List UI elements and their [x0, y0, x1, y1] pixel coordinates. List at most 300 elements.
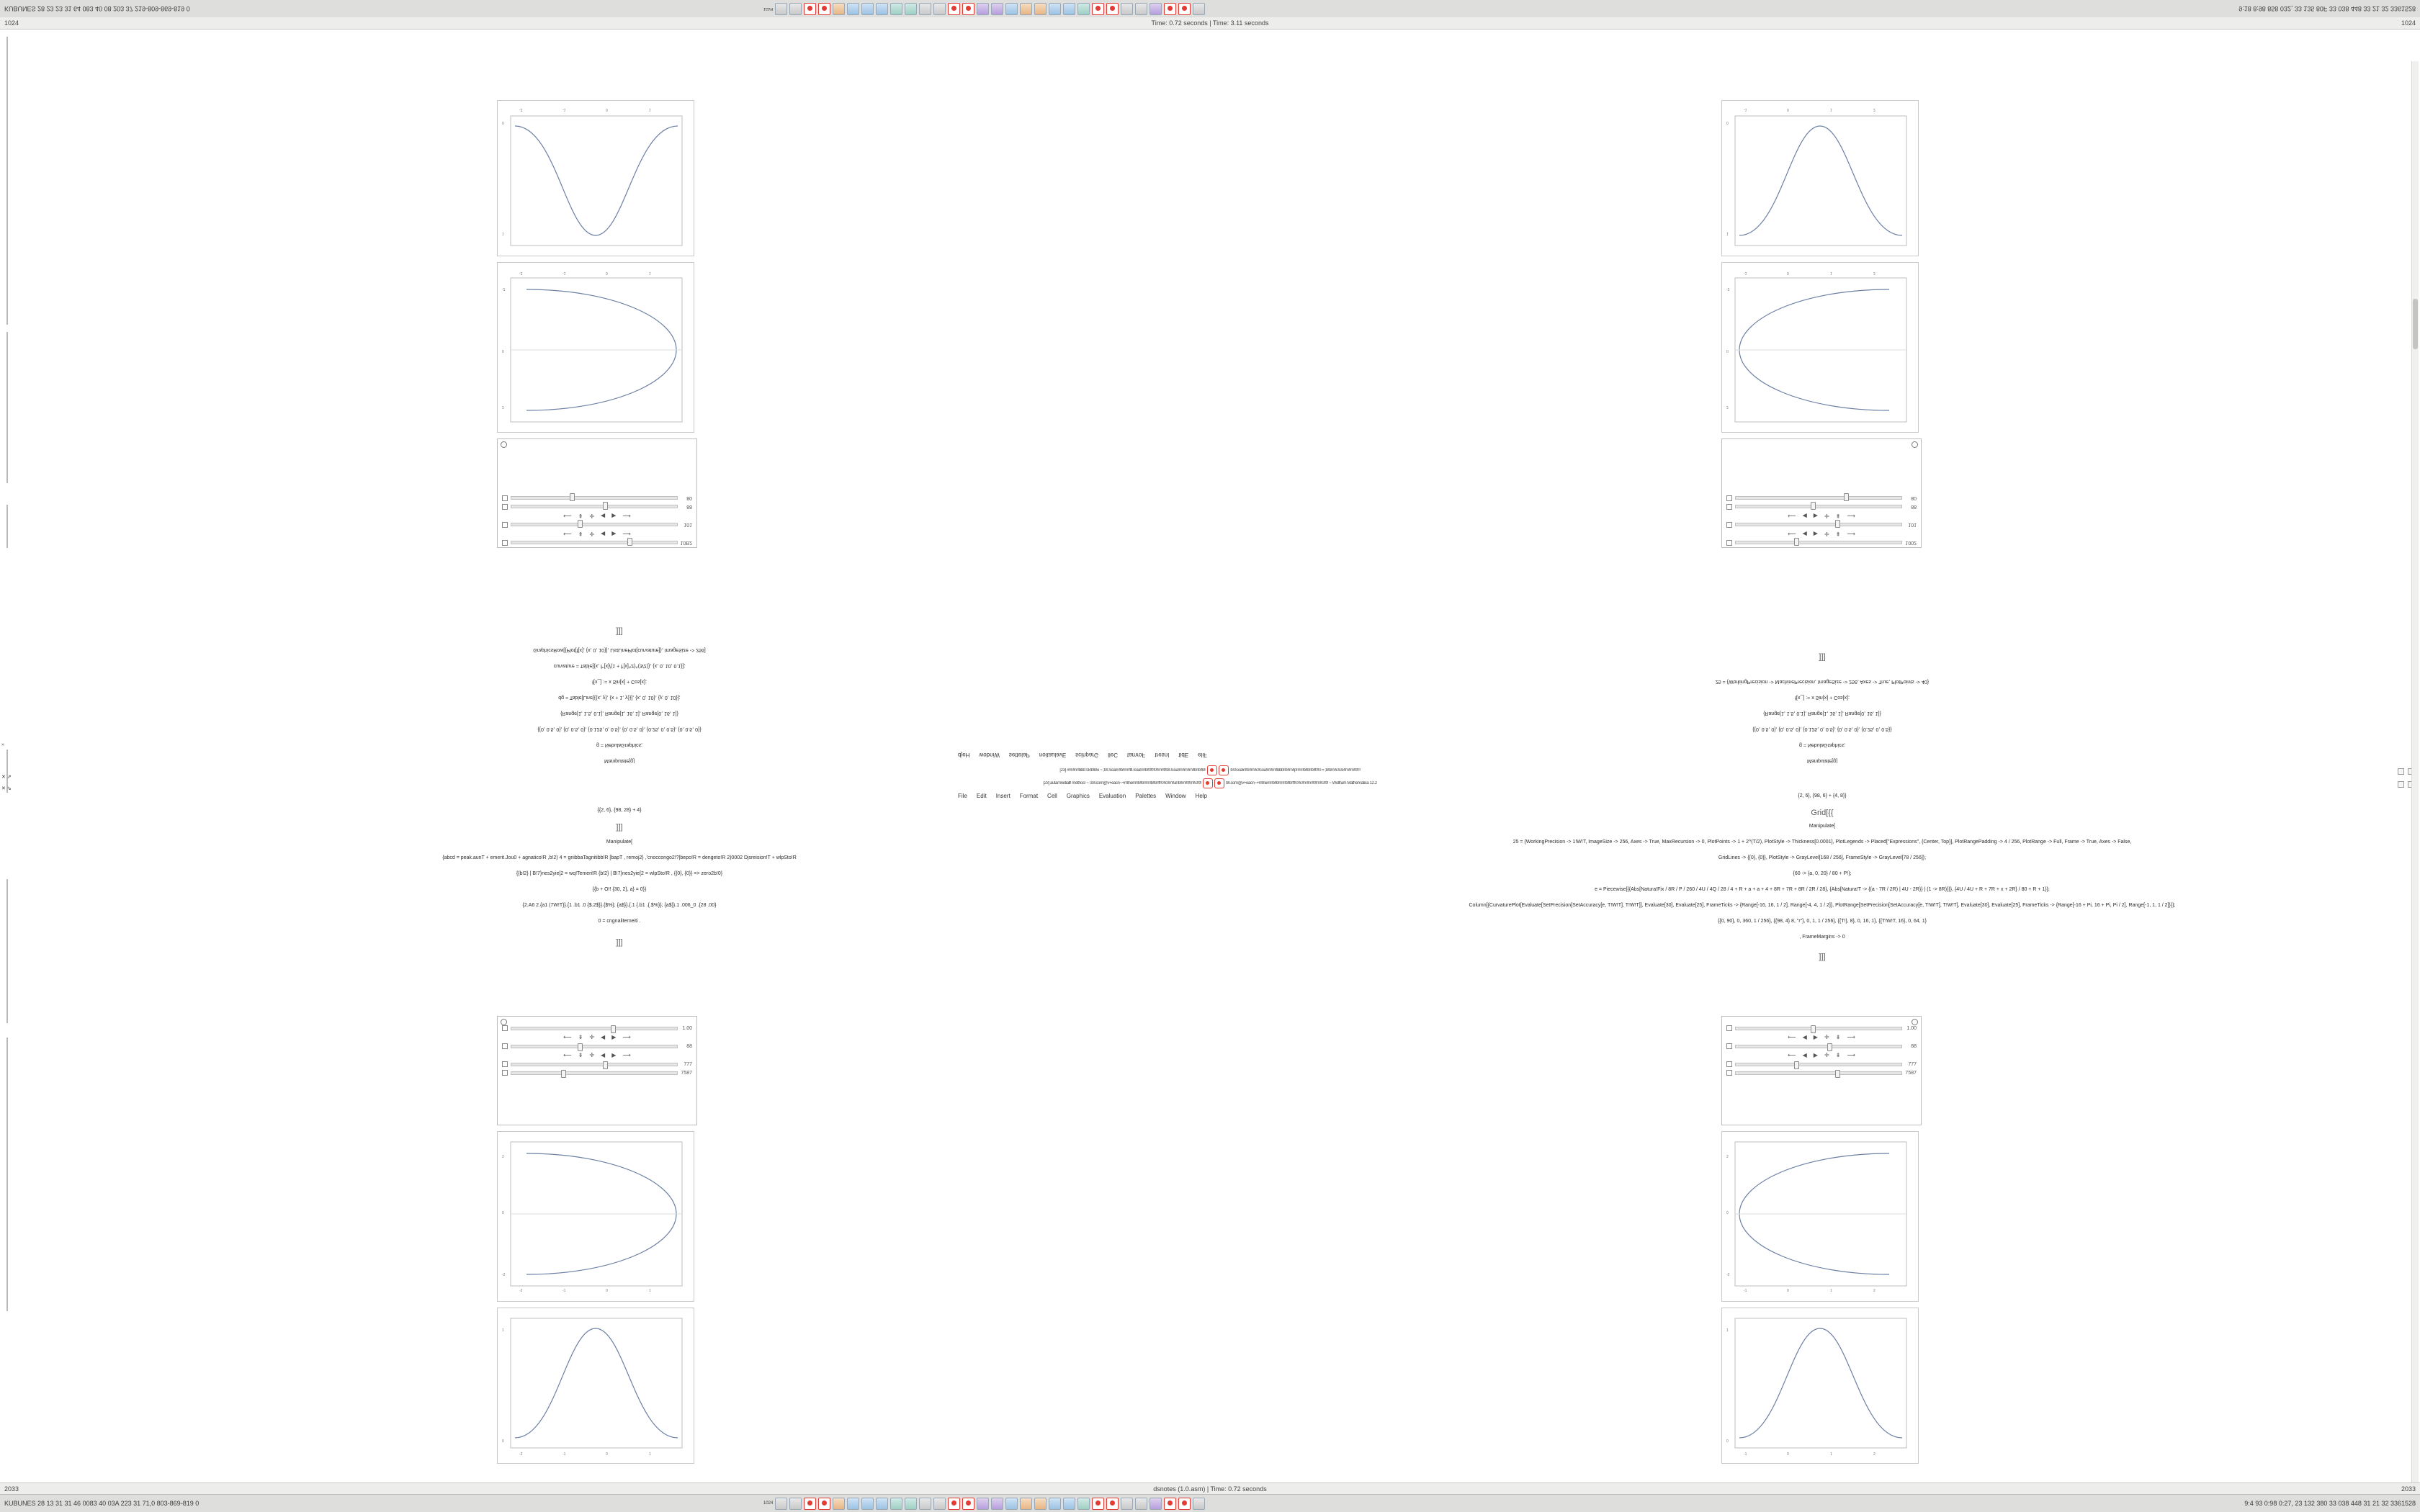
play-icon[interactable]: ✛	[1824, 531, 1829, 537]
browser-icon[interactable]	[1005, 1498, 1018, 1510]
svg-text:-1: -1	[563, 1289, 566, 1293]
slider-controls[interactable]	[498, 511, 696, 521]
restore-icon[interactable]	[2398, 781, 2404, 788]
code-line: {{b!2} | B!7}nes2yie[2 = wq!Temeri!R {b!2} | B!7}nes2yie[2 = wlpSto!R , {{0}, {0}} => zero2b!0}	[516, 871, 723, 876]
reset-icon[interactable]: ⇟	[1835, 1034, 1841, 1040]
prev-icon[interactable]: ◀	[1802, 1052, 1807, 1058]
svg-text:2: 2	[1873, 271, 1876, 275]
window-icon[interactable]	[775, 3, 787, 15]
step-back-icon[interactable]: ⟵	[563, 531, 572, 537]
slider-value: 1.00	[682, 1025, 692, 1031]
terminal-icon[interactable]	[933, 3, 946, 15]
menu-item-cell[interactable]: Cell	[1047, 793, 1057, 799]
reset-icon[interactable]: ⇟	[578, 1034, 583, 1040]
slider-knob[interactable]	[561, 1070, 566, 1078]
slider-row[interactable]	[498, 503, 696, 511]
slider-row[interactable]	[498, 1042, 696, 1050]
slider-row[interactable]	[1722, 1060, 1921, 1068]
alert-icon[interactable]	[948, 1498, 960, 1510]
slider-track[interactable]	[1735, 1045, 1902, 1048]
svg-text:0: 0	[1787, 1289, 1789, 1293]
alert-icon[interactable]	[1106, 3, 1119, 15]
slider-row[interactable]	[1722, 1042, 1921, 1050]
notebook-bottom-right[interactable]	[1721, 1016, 1923, 1484]
slider-handle-icon[interactable]	[1726, 504, 1732, 510]
prev-icon[interactable]: ◀	[601, 1052, 606, 1058]
cell-bracket-glyph: ]]]	[1819, 653, 1826, 662]
grid-icon[interactable]	[1121, 3, 1133, 15]
slider-controls[interactable]	[498, 1032, 696, 1042]
prev-icon[interactable]: ◀	[601, 531, 606, 537]
code-cell-bottom-right[interactable]	[1253, 793, 2391, 1023]
step-back-icon[interactable]: ⟵	[563, 1052, 572, 1058]
close-icon[interactable]: ✕ ⇗	[1, 775, 12, 780]
photo-icon[interactable]	[1150, 3, 1162, 15]
slider-row[interactable]	[498, 521, 696, 529]
menu-item-format[interactable]: Format	[1019, 793, 1039, 799]
step-forward-icon[interactable]: ⟶	[1847, 1052, 1855, 1058]
next-icon[interactable]: ▶	[1813, 513, 1818, 519]
svg-text:0: 0	[606, 271, 608, 275]
menu-item-evaluation[interactable]: Evaluation	[1098, 793, 1126, 799]
play-icon[interactable]: ✛	[589, 531, 595, 537]
step-back-icon[interactable]: ⟵	[563, 513, 572, 519]
top-titlebar-left: 1024	[4, 19, 19, 27]
slider-track[interactable]	[511, 505, 678, 509]
menu-item-cell[interactable]: lleC	[1108, 752, 1118, 758]
slider-track[interactable]	[1735, 523, 1902, 527]
app-icon[interactable]	[1034, 3, 1047, 15]
cell-bracket[interactable]	[6, 505, 8, 548]
grid-icon[interactable]	[1135, 3, 1147, 15]
top-window-titlebar[interactable]	[0, 17, 2420, 30]
menu-item-graphics[interactable]: scihparG	[1075, 752, 1099, 758]
notebook-bottom-left[interactable]	[497, 1016, 699, 1484]
slider-handle-icon[interactable]	[1726, 1025, 1732, 1031]
svg-text:1: 1	[1830, 107, 1832, 112]
chat-icon[interactable]	[1077, 3, 1090, 15]
menu-item-format[interactable]: tamroF	[1126, 752, 1146, 758]
svg-text:-2: -2	[519, 1289, 523, 1293]
next-icon[interactable]: ▶	[611, 1034, 617, 1040]
settings-icon[interactable]	[1193, 1498, 1205, 1510]
svg-text:0: 0	[502, 1211, 504, 1215]
manipulate-panel-top-left[interactable]	[497, 438, 697, 548]
slider-knob[interactable]	[1835, 1070, 1840, 1078]
menubar[interactable]	[958, 793, 1207, 799]
next-icon[interactable]: ▶	[1813, 531, 1818, 537]
prev-icon[interactable]: ◀	[1802, 513, 1807, 519]
slider-controls[interactable]	[1722, 511, 1921, 521]
slider-track[interactable]	[511, 1027, 678, 1030]
notebook-top-right[interactable]	[1721, 58, 1923, 548]
reset-icon[interactable]: ⇟	[578, 513, 583, 519]
svg-text:0: 0	[502, 120, 504, 125]
cell-bracket-gutter[interactable]	[4, 30, 12, 1482]
menu-item-edit[interactable]: tidE	[1178, 752, 1189, 758]
folder-icon[interactable]	[833, 1498, 845, 1510]
slider-knob[interactable]	[1811, 503, 1816, 510]
scrollbar-thumb[interactable]	[2413, 299, 2418, 349]
step-forward-icon[interactable]: ⟶	[622, 1052, 631, 1058]
step-back-icon[interactable]: ⟵	[1788, 513, 1796, 519]
code-line: {60 -> {a, 0, 20} / 80 + P!};	[1793, 871, 1852, 876]
top-taskbar[interactable]	[0, 0, 2420, 18]
cell-bracket-glyph: ]]]	[1819, 953, 1826, 961]
svg-text:0: 0	[502, 1439, 504, 1444]
svg-text:0: 0	[1726, 120, 1729, 125]
slider-knob[interactable]	[611, 1025, 616, 1033]
doc-icon[interactable]	[847, 1498, 859, 1510]
alert-icon[interactable]	[948, 3, 960, 15]
slider-row[interactable]	[498, 1068, 696, 1077]
top-tray-label: 1024	[763, 6, 774, 11]
slider-track[interactable]	[511, 497, 678, 500]
play-icon[interactable]: ✛	[589, 513, 595, 519]
slider-value: 80	[686, 495, 692, 501]
gear-icon[interactable]	[1912, 441, 1918, 448]
notebook-canvas	[0, 30, 2420, 1482]
menubar-flipped[interactable]	[958, 752, 1207, 758]
step-forward-icon[interactable]: ⟶	[622, 531, 631, 537]
slider-value: 88	[1911, 1043, 1917, 1049]
alert-badge-icon[interactable]	[1207, 765, 1217, 775]
svg-text:1: 1	[1830, 1452, 1832, 1457]
step-back-icon[interactable]: ⟵	[1788, 1052, 1796, 1058]
media-icon[interactable]	[991, 1498, 1003, 1510]
slider-track[interactable]	[1735, 1027, 1902, 1030]
code-cell-bottom-left[interactable]	[86, 807, 1152, 1009]
svg-text:0: 0	[1726, 1211, 1729, 1215]
slider-handle-icon[interactable]	[502, 1061, 508, 1067]
terminal-icon[interactable]	[933, 1498, 946, 1510]
slider-value: 1002	[1905, 540, 1917, 546]
svg-text:0: 0	[1787, 271, 1789, 275]
mail-icon[interactable]	[1049, 3, 1061, 15]
svg-text:-1: -1	[563, 1452, 566, 1457]
code-line: Manipulate[g]	[604, 758, 635, 763]
slider-row[interactable]	[1722, 503, 1921, 511]
alert-icon[interactable]	[804, 1498, 816, 1510]
next-icon[interactable]: ▶	[611, 531, 617, 537]
slider-handle-icon[interactable]	[502, 495, 508, 501]
grid-icon[interactable]	[1135, 1498, 1147, 1510]
slider-value: 7587	[681, 1070, 692, 1076]
alert-icon[interactable]	[1092, 1498, 1104, 1510]
slider-handle-icon[interactable]	[502, 522, 508, 528]
alert-icon[interactable]	[1106, 1498, 1119, 1510]
slider-controls[interactable]	[1722, 1050, 1921, 1060]
next-icon[interactable]: ▶	[1813, 1052, 1818, 1058]
play-icon[interactable]: ✛	[1824, 1052, 1829, 1058]
slider-row[interactable]	[1722, 494, 1921, 503]
slider-knob[interactable]	[578, 521, 583, 528]
slider-track[interactable]	[511, 523, 678, 527]
gear-icon[interactable]	[1912, 1019, 1918, 1025]
alert-icon[interactable]	[1164, 1498, 1176, 1510]
slider-track[interactable]	[1735, 1063, 1902, 1066]
slider-handle-icon[interactable]	[1726, 1061, 1732, 1067]
doc-icon[interactable]	[847, 3, 859, 15]
slider-track[interactable]	[1735, 1071, 1902, 1075]
menu-item-palettes[interactable]: settelaP	[1008, 752, 1030, 758]
menu-item-file[interactable]: eliF	[1198, 752, 1208, 758]
menu-item-edit[interactable]: Edit	[976, 793, 987, 799]
app-icon[interactable]	[1020, 1498, 1032, 1510]
code-cell-top-right[interactable]	[1253, 534, 2391, 764]
code-line: {{0, 0.5, 0}, {0, 0.5, 0}, {0.125, 0, 0.5}, {0, 0.5, 0}, {0.25, 0, 0.5}, {0, 0.5, 0}}	[537, 726, 702, 732]
alert-badge-icon[interactable]	[1203, 778, 1213, 788]
slider-handle-icon[interactable]	[1726, 1043, 1732, 1049]
app-icon[interactable]	[1020, 3, 1032, 15]
prev-icon[interactable]: ◀	[601, 513, 606, 519]
code-line: Manipulate[g]	[1806, 758, 1838, 763]
browser-icon[interactable]	[1005, 3, 1018, 15]
svg-text:1: 1	[1830, 1289, 1832, 1293]
slider-row[interactable]	[498, 1024, 696, 1032]
slider-handle-icon[interactable]	[1726, 1070, 1732, 1076]
bottom-window-titlebar[interactable]	[0, 1482, 2420, 1495]
step-forward-icon[interactable]: ⟶	[1847, 513, 1855, 519]
plot-svg	[1722, 101, 1918, 256]
menu-item-insert[interactable]: Insert	[995, 793, 1010, 799]
sheet-icon[interactable]	[905, 1498, 917, 1510]
code-line: {Range[1, 1.5, 0.1], Range[1, 16, 1], Range[0, 16, 1]}	[560, 711, 678, 716]
svg-text:0: 0	[606, 1452, 608, 1457]
slider-track[interactable]	[511, 1071, 678, 1075]
manipulate-panel-bottom-left[interactable]	[497, 1016, 697, 1125]
window-icon[interactable]	[789, 1498, 802, 1510]
settings-icon[interactable]	[1193, 3, 1205, 15]
slider-knob[interactable]	[1811, 1025, 1816, 1033]
slider-track[interactable]	[1735, 497, 1902, 500]
plot-sigmoid-top-left	[497, 100, 694, 256]
menu-item-help[interactable]: Help	[1195, 793, 1208, 799]
cell-bracket-glyph: ]]]	[616, 627, 623, 636]
mail-icon[interactable]	[1063, 1498, 1075, 1510]
play-icon[interactable]: ✛	[589, 1034, 595, 1040]
svg-text:1: 1	[502, 1328, 504, 1333]
step-forward-icon[interactable]: ⟶	[1847, 1034, 1855, 1040]
play-icon[interactable]: ✛	[1824, 513, 1829, 519]
plot-ellipse-top-left	[497, 262, 694, 433]
slider-knob[interactable]	[603, 1061, 608, 1069]
chat-icon[interactable]	[1077, 1498, 1090, 1510]
slider-value: 80	[1911, 495, 1917, 501]
svg-text:-2: -2	[502, 1273, 506, 1277]
svg-text:-2: -2	[502, 287, 506, 291]
step-forward-icon[interactable]: ⟶	[1847, 531, 1855, 537]
selected-cell-row-1[interactable]	[360, 765, 2060, 775]
slider-value: 88	[686, 504, 692, 510]
menu-item-file[interactable]: File	[958, 793, 967, 799]
mail-icon[interactable]	[1063, 3, 1075, 15]
reset-icon[interactable]: ⇟	[1835, 1052, 1841, 1058]
slider-controls[interactable]	[1722, 1032, 1921, 1042]
browser-icon[interactable]	[861, 1498, 874, 1510]
code-line: g = NebulaGraphics;	[1798, 742, 1845, 747]
slider-row[interactable]	[1722, 1068, 1921, 1077]
slider-knob[interactable]	[1835, 521, 1840, 528]
slider-handle-icon[interactable]	[1726, 495, 1732, 501]
step-back-icon[interactable]: ⟵	[563, 1034, 572, 1040]
slider-knob[interactable]	[570, 494, 575, 502]
notebook-top-left[interactable]	[497, 58, 699, 548]
reset-icon[interactable]: ⇟	[1835, 531, 1841, 537]
mail-icon[interactable]	[1049, 1498, 1061, 1510]
slider-handle-icon[interactable]	[502, 1025, 508, 1031]
slider-controls[interactable]	[498, 1050, 696, 1060]
slider-knob[interactable]	[1827, 1043, 1832, 1051]
step-back-icon[interactable]: ⟵	[1788, 1034, 1796, 1040]
plot-svg	[498, 1132, 694, 1301]
prev-icon[interactable]: ◀	[601, 1034, 606, 1040]
gear-icon[interactable]	[501, 1019, 507, 1025]
slider-knob[interactable]	[603, 503, 608, 510]
svg-text:-2: -2	[519, 107, 523, 112]
gutter-marker: »	[1, 742, 4, 747]
slider-track[interactable]	[511, 1063, 678, 1066]
cell-bracket-glyph: ]]]	[616, 823, 623, 832]
slider-knob[interactable]	[578, 1043, 583, 1051]
sheet-icon[interactable]	[905, 3, 917, 15]
slider-handle-icon[interactable]	[1726, 522, 1732, 528]
slider-value: 7587	[1905, 1070, 1917, 1076]
step-forward-icon[interactable]: ⟶	[622, 513, 631, 519]
play-icon[interactable]: ✛	[1824, 1034, 1829, 1040]
gear-icon[interactable]	[501, 441, 507, 448]
close-icon[interactable]: ✕ ⇘	[1, 786, 12, 791]
media-icon[interactable]	[977, 1498, 989, 1510]
slider-knob[interactable]	[1844, 494, 1849, 502]
play-icon[interactable]: ✛	[589, 1052, 595, 1058]
plot-svg	[498, 101, 694, 256]
prev-icon[interactable]: ◀	[1802, 531, 1807, 537]
alert-icon[interactable]	[1178, 3, 1191, 15]
alert-icon[interactable]	[1092, 3, 1104, 15]
slider-handle-icon[interactable]	[502, 504, 508, 510]
alert-badge-icon[interactable]	[1214, 778, 1224, 788]
slider-value: 1.00	[1906, 1025, 1917, 1031]
top-window-title: Time: 0.72 seconds | Time: 3.11 seconds	[1151, 19, 1269, 27]
plot-svg	[498, 263, 694, 432]
next-icon[interactable]: ▶	[611, 1052, 617, 1058]
reset-icon[interactable]: ⇟	[578, 1052, 583, 1058]
slider-handle-icon[interactable]	[502, 1070, 508, 1076]
code-line: g = NebulaGraphics;	[596, 742, 642, 747]
alert-icon[interactable]	[1164, 3, 1176, 15]
slider-knob[interactable]	[1794, 1061, 1799, 1069]
menu-item-palettes[interactable]: Palettes	[1135, 793, 1157, 799]
svg-text:1: 1	[502, 231, 504, 235]
reset-icon[interactable]: ⇟	[578, 531, 583, 537]
calc-icon[interactable]	[919, 1498, 931, 1510]
vertical-scrollbar[interactable]	[2411, 61, 2419, 1510]
svg-text:-1: -1	[1744, 271, 1747, 275]
bottom-titlebar-left: 2033	[4, 1485, 19, 1493]
top-taskbar-right-text: 9:18 8:98 858 032, 33 135 80F 33 038 448 33 21 32 3361528	[2238, 5, 2416, 12]
slider-track[interactable]	[511, 1045, 678, 1048]
cell-bracket[interactable]	[6, 1038, 8, 1311]
slider-row[interactable]	[1722, 521, 1921, 529]
slider-row[interactable]	[498, 1060, 696, 1068]
plot-bell-bottom-right	[1721, 1308, 1919, 1464]
folder-icon[interactable]	[833, 3, 845, 15]
next-icon[interactable]: ▶	[611, 513, 617, 519]
top-titlebar-right: 1024	[2401, 19, 2416, 27]
slider-row[interactable]	[498, 494, 696, 503]
alert-icon[interactable]	[962, 3, 974, 15]
svg-text:-1: -1	[563, 107, 566, 112]
code-line: {abcd = peak.aunT + emerit.Jou0 + agnatico!R ,b!2) 4 = gnibbaTagnitibb!R [bapT , remoj2} ,'cnoccongo2!?|bepo!R = dengeto!R 2)0002 Djsreision!T + wlpSto!R	[442, 855, 797, 860]
media-icon[interactable]	[977, 3, 989, 15]
alert-icon[interactable]	[804, 3, 816, 15]
alert-icon[interactable]	[818, 1498, 830, 1510]
bottom-taskbar[interactable]	[0, 1494, 2420, 1512]
menu-item-window[interactable]: wobniW	[979, 752, 1000, 758]
next-icon[interactable]: ▶	[1813, 1034, 1818, 1040]
window-icon[interactable]	[775, 1498, 787, 1510]
svg-text:-2: -2	[1726, 287, 1730, 291]
cell-bracket[interactable]	[6, 879, 8, 1023]
menu-item-help[interactable]: djeH	[958, 752, 970, 758]
calc-icon[interactable]	[919, 3, 931, 15]
manipulate-panel-bottom-right[interactable]	[1721, 1016, 1922, 1125]
cell-bracket-glyph: ]]]	[616, 938, 623, 947]
menu-item-graphics[interactable]: Graphics	[1066, 793, 1090, 799]
svg-text:0: 0	[502, 348, 504, 353]
top-taskbar-tray[interactable]	[763, 3, 1205, 15]
photo-icon[interactable]	[1150, 1498, 1162, 1510]
alert-icon[interactable]	[1178, 1498, 1191, 1510]
media-icon[interactable]	[991, 3, 1003, 15]
reset-icon[interactable]: ⇟	[1835, 513, 1841, 519]
slider-track[interactable]	[1735, 505, 1902, 509]
sheet-icon[interactable]	[890, 1498, 902, 1510]
bottom-taskbar-tray[interactable]	[763, 1498, 1205, 1510]
window-icon[interactable]	[789, 3, 802, 15]
alert-icon[interactable]	[818, 3, 830, 15]
slider-handle-icon[interactable]	[502, 1043, 508, 1049]
browser-icon[interactable]	[861, 3, 874, 15]
svg-text:-2: -2	[1726, 1273, 1730, 1277]
step-back-icon[interactable]: ⟵	[1788, 531, 1796, 537]
svg-text:1: 1	[649, 271, 651, 275]
slider-row[interactable]	[1722, 1024, 1921, 1032]
menu-item-window[interactable]: Window	[1165, 793, 1186, 799]
sheet-icon[interactable]	[890, 3, 902, 15]
minimize-icon[interactable]	[2398, 768, 2404, 775]
code-cell-top-left[interactable]	[86, 534, 1152, 764]
step-forward-icon[interactable]: ⟶	[622, 1034, 631, 1040]
browser-icon[interactable]	[876, 3, 888, 15]
selected-cell-row-2[interactable]	[360, 778, 2060, 788]
svg-text:2: 2	[1873, 1452, 1876, 1457]
manipulate-panel-top-right[interactable]	[1721, 438, 1922, 548]
cell-bracket[interactable]	[6, 332, 8, 483]
alert-icon[interactable]	[962, 1498, 974, 1510]
browser-icon[interactable]	[876, 1498, 888, 1510]
menu-item-evaluation[interactable]: noitaulavE	[1039, 752, 1067, 758]
prev-icon[interactable]: ◀	[1802, 1034, 1807, 1040]
svg-text:1: 1	[649, 107, 651, 112]
cell-bracket[interactable]	[6, 37, 8, 325]
alert-badge-icon[interactable]	[1219, 765, 1229, 775]
grid-icon[interactable]	[1121, 1498, 1133, 1510]
app-icon[interactable]	[1034, 1498, 1047, 1510]
menu-item-insert[interactable]: tresnI	[1155, 752, 1170, 758]
code-line: {{2, 6}, {98, 28} + 4}	[597, 808, 642, 813]
